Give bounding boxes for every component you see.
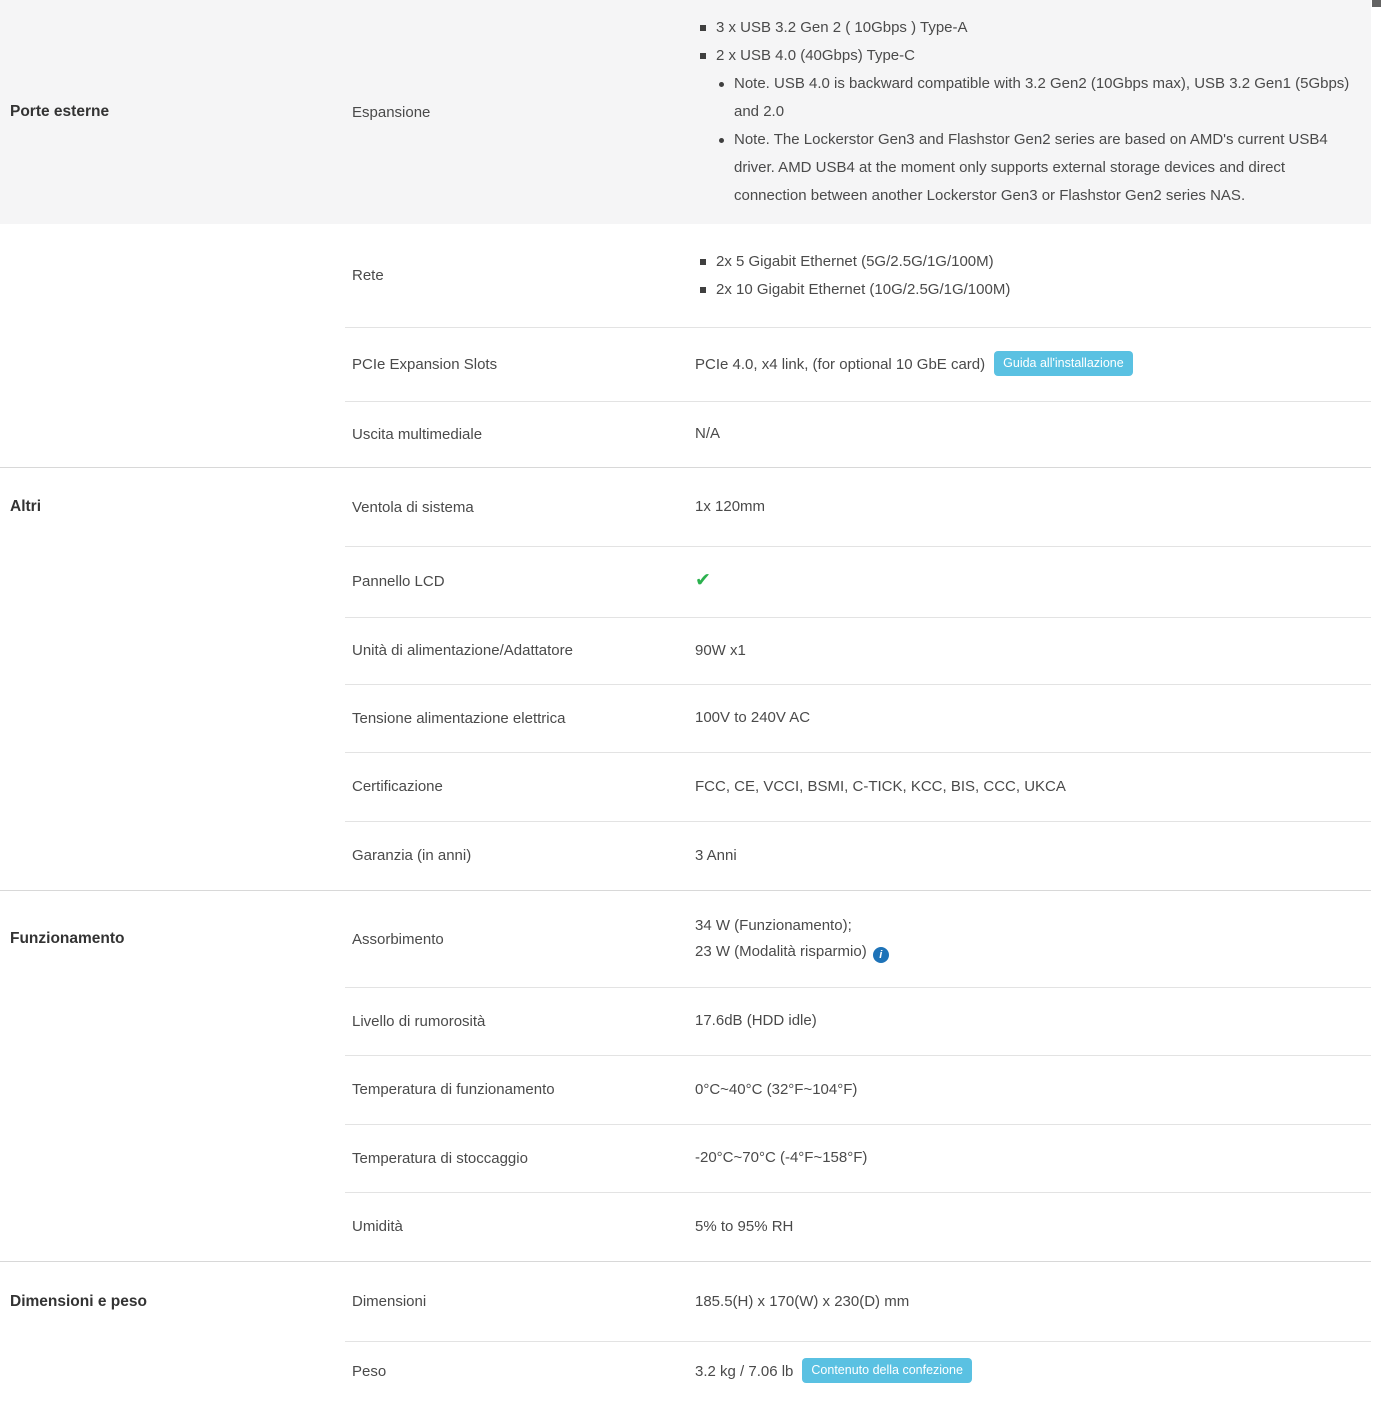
row-pannello-lcd: [0, 546, 1371, 617]
row-espansione: [0, 0, 1371, 224]
value-text: 0°C~40°C (32°F~104°F): [695, 1080, 858, 1098]
attr-label-pcie: PCIe Expansion Slots: [352, 355, 498, 373]
row-rete: [0, 224, 1371, 327]
row-assorbimento: [0, 891, 1371, 987]
category-label-altri: Altri: [10, 498, 41, 515]
row-livello-rumorosita: [0, 987, 1371, 1055]
list-item-text: 3 x USB 3.2 Gen 2 ( 10Gbps ) Type-A: [716, 19, 968, 36]
section-dimensioni-peso: [0, 1261, 1371, 1401]
value-text: 100V to 240V AC: [695, 709, 811, 726]
section-porte-esterne: [0, 0, 1371, 467]
row-dimensioni: [0, 1262, 1371, 1341]
attr-label-dimensioni: Dimensioni: [352, 1293, 427, 1310]
attr-label-umidita: Umidità: [352, 1218, 403, 1235]
round-bullet-icon: [719, 138, 724, 143]
attr-label-certificazione: Certificazione: [352, 778, 443, 795]
category-label-dimensioni-peso: Dimensioni e peso: [10, 1292, 147, 1310]
scrollbar-thumb[interactable]: [1372, 0, 1381, 7]
attr-label-uscita-multimediale: Uscita multimediale: [352, 425, 483, 443]
attr-label-temp-funzionamento: Temperatura di funzionamento: [352, 1081, 555, 1098]
list-item-note: [695, 70, 1371, 126]
info-icon[interactable]: i: [873, 947, 889, 963]
value-text: 5% to 95% RH: [695, 1217, 794, 1235]
attr-label-garanzia: Garanzia (in anni): [352, 847, 472, 864]
list-item: [695, 248, 1371, 276]
list-item-text: 2 x USB 4.0 (40Gbps) Type-C: [716, 47, 915, 64]
section-funzionamento: [0, 890, 1371, 1261]
value-text: 23 W (Modalità risparmio): [695, 943, 867, 960]
row-pcie-expansion-slots: [0, 327, 1371, 401]
attr-label-assorbimento: Assorbimento: [352, 930, 444, 948]
value-text: -20°C~70°C (-4°F~158°F): [695, 1149, 868, 1166]
list-item-note: [695, 126, 1371, 210]
row-unita-alimentazione: [0, 617, 1371, 684]
list-item-text: 2x 10 Gigabit Ethernet (10G/2.5G/1G/100M): [716, 280, 1011, 298]
value-text: 17.6dB (HDD idle): [695, 1012, 817, 1029]
installation-guide-badge[interactable]: Guida all'installazione: [994, 351, 1133, 377]
value-text: N/A: [695, 425, 721, 442]
value-line: 34 W (Funzionamento);: [695, 917, 852, 934]
row-umidita: [0, 1192, 1371, 1261]
square-bullet-icon: [700, 25, 706, 31]
row-certificazione: [0, 752, 1371, 821]
list-item-text: 2x 5 Gigabit Ethernet (5G/2.5G/1G/100M): [716, 252, 994, 270]
row-tensione-alimentazione: [0, 684, 1371, 752]
section-altri: [0, 467, 1371, 890]
square-bullet-icon: [700, 53, 706, 59]
value-text: 3 Anni: [695, 846, 737, 864]
note-text: Note. USB 4.0 is backward compatible with 3.2 Gen2 (10Gbps max), USB 3.2 Gen1 (5Gbps) and 2.0: [734, 75, 1350, 120]
row-uscita-multimediale: [0, 401, 1371, 467]
row-ventola-di-sistema: [0, 468, 1371, 546]
expansion-list: [695, 14, 1371, 210]
list-item: [695, 42, 1371, 70]
square-bullet-icon: [700, 259, 706, 265]
network-list: [695, 248, 1371, 304]
attr-label-unita-alimentazione: Unità di alimentazione/Adattatore: [352, 642, 573, 659]
attr-label-rumorosita: Livello di rumorosità: [352, 1012, 486, 1030]
check-icon: ✔: [695, 569, 711, 591]
value-line: [695, 939, 1371, 965]
row-peso: [0, 1341, 1371, 1401]
attr-label-rete: Rete: [352, 267, 384, 284]
value-text: 3.2 kg / 7.06 lb: [695, 1362, 794, 1380]
category-label-funzionamento: Funzionamento: [10, 930, 125, 947]
square-bullet-icon: [700, 287, 706, 293]
row-garanzia: [0, 821, 1371, 890]
row-temperatura-funzionamento: [0, 1055, 1371, 1124]
attr-label-tensione: Tensione alimentazione elettrica: [352, 709, 566, 727]
row-temperatura-stoccaggio: [0, 1124, 1371, 1192]
attr-label-ventola: Ventola di sistema: [352, 498, 474, 516]
value-text: 90W x1: [695, 641, 746, 659]
round-bullet-icon: [719, 82, 724, 87]
value-text: FCC, CE, VCCI, BSMI, C-TICK, KCC, BIS, CCC, UKCA: [695, 777, 1066, 795]
list-item: [695, 276, 1371, 304]
attr-label-pannello-lcd: Pannello LCD: [352, 573, 445, 590]
attr-label-temp-stoccaggio: Temperatura di stoccaggio: [352, 1149, 528, 1167]
list-item: [695, 14, 1371, 42]
value-text: PCIe 4.0, x4 link, (for optional 10 GbE card): [695, 355, 986, 373]
attr-label-peso: Peso: [352, 1362, 387, 1380]
note-text: Note. The Lockerstor Gen3 and Flashstor Gen2 series are based on AMD's current USB4 driver. AMD USB4 at the moment only supports external storage devices and direct connection between another Lockerstor Gen3 or Flashstor Gen2 series NAS.: [734, 131, 1328, 204]
package-contents-badge[interactable]: Contenuto della confezione: [802, 1358, 972, 1384]
attr-label-espansione: Espansione: [352, 103, 431, 121]
category-label-porte-esterne: Porte esterne: [10, 103, 110, 120]
value-text: 185.5(H) x 170(W) x 230(D) mm: [695, 1292, 910, 1310]
value-text: 1x 120mm: [695, 498, 766, 515]
